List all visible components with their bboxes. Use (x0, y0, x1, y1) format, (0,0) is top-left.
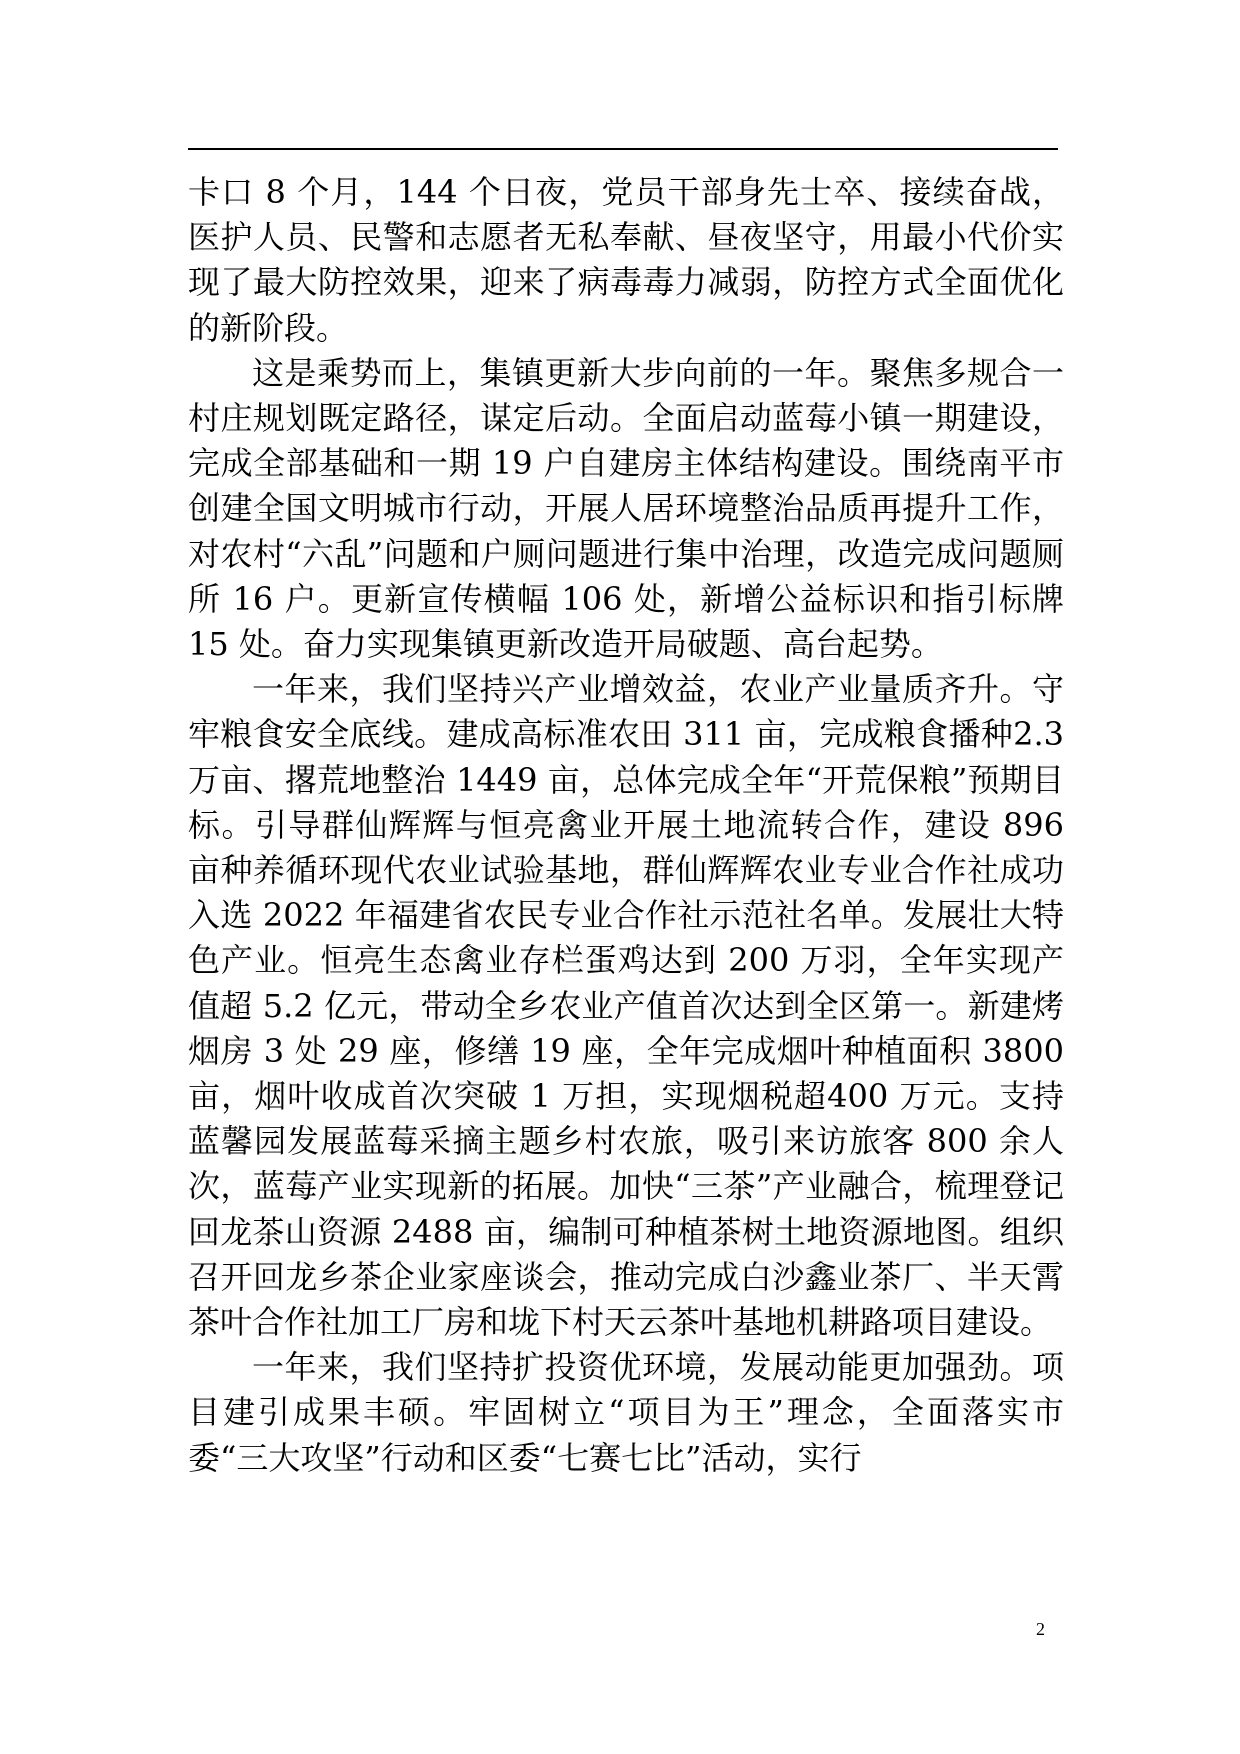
text-line: 预期目标。引导群仙辉辉与恒亮禽业开展土地流转合作， (188, 760, 1064, 844)
text-line: 天云茶叶基地机耕路项目建设。 (604, 1303, 1053, 1342)
text-line: 访旅客 800 余人次，蓝莓产业实现新的拓展。加快“三茶” (188, 1122, 1064, 1206)
text-line: 全年实现产值超 5.2 亿元，带动全乡农业产值首次达到全区 (188, 941, 1064, 1025)
text-line: 医护人员、民警和志愿者无私奉献、昼夜坚守，用最小代 (188, 218, 1000, 257)
text-line: 树土地资源地图。组织召开回龙乡茶企业家座谈会，推动 (188, 1212, 1064, 1296)
text-line: 增公益标识和指引标牌 15 处。奋力实现集镇更新改造开局 (188, 579, 1064, 664)
text-line: 价实现了最大防控效果，迎来了病毒毒力减弱，防控方式 (188, 218, 1064, 302)
text-line: 发展壮大特色产业。恒亮生态禽业存栏蛋鸡达到 200 万羽， (188, 896, 1064, 980)
header-rule (188, 148, 1058, 150)
text-line: 围绕南平市创建全国文明城市行动，开展人居环境整治品 (188, 444, 1064, 528)
text-line: 完成白沙鑫业茶厂、半天霄茶叶合作社加工厂房和垅下村 (188, 1257, 1064, 1342)
text-line: 质再提升工作，对农村“六乱”问题和户厕问题进行集中 (188, 489, 1064, 573)
text-line: 植面积 3800 亩，烟叶收成首次突破 1 万担，实现烟税超 (188, 1031, 1064, 1116)
text-line: 这是乘势而上，集镇更新大步向前的一年。聚焦多规 (252, 353, 1000, 392)
text-line: 治理，改造完成问题厕所 16 户。更新宣传横幅 106 处，新 (188, 534, 1064, 618)
paragraph (188, 170, 1064, 351)
text-line: 合一村庄规划既定路径，谋定后动。全面启动蓝莓小镇一 (188, 353, 1064, 438)
text-line: 期建设，完成全部基础和一期 19 户自建房主体结构建设。 (188, 399, 1064, 483)
text-line: 2.3 万亩、撂荒地整治 1449 亩，总体完成全年“开荒保粮” (188, 715, 1064, 799)
paragraph (188, 1345, 1064, 1481)
text-line: 项目建引成果丰硕。牢固树立“项目为王”理念，全面落 (188, 1348, 1064, 1432)
body-text (188, 170, 1064, 1481)
paragraph (188, 667, 1064, 1345)
text-line: 一年来，我们坚持兴产业增效益，农业产业量质齐升。 (252, 670, 1032, 709)
paragraph (188, 351, 1064, 667)
text-line: 第一。新建烤烟房 3 处 29 座，修缮 19 座，全年完成烟叶种 (188, 986, 1064, 1070)
text-line: 卡口 8 个月，144 个日夜，党员干部身先士卒、接续奋战， (188, 173, 1064, 211)
text-line: 合作社成功入选 2022 年福建省农民专业合作社示范社名单。 (188, 851, 1064, 935)
text-line: 破题、高台起势。 (686, 625, 943, 664)
page-number: 2 (1036, 1619, 1045, 1639)
text-line: 守牢粮食安全底线。建成高标准农田 311 亩，完成粮食播种 (188, 670, 1064, 754)
text-line: 一年来，我们坚持扩投资优环境，发展动能更加强劲。 (252, 1348, 1032, 1387)
text-line: 全面优化的新阶段。 (188, 263, 1064, 347)
text-line: 建设 896 亩种养循环现代农业试验基地，群仙辉辉农业专业 (188, 805, 1064, 890)
text-line: 400 万元。支持蓝馨园发展蓝莓采摘主题乡村农旅，吸引来 (188, 1077, 1064, 1161)
text-line: 实市委“三大攻坚”行动和区委“七赛七比”活动，实行 (188, 1393, 1064, 1477)
text-line: 产业融合，梳理登记回龙茶山资源 2488 亩，编制可种植茶 (188, 1167, 1064, 1251)
